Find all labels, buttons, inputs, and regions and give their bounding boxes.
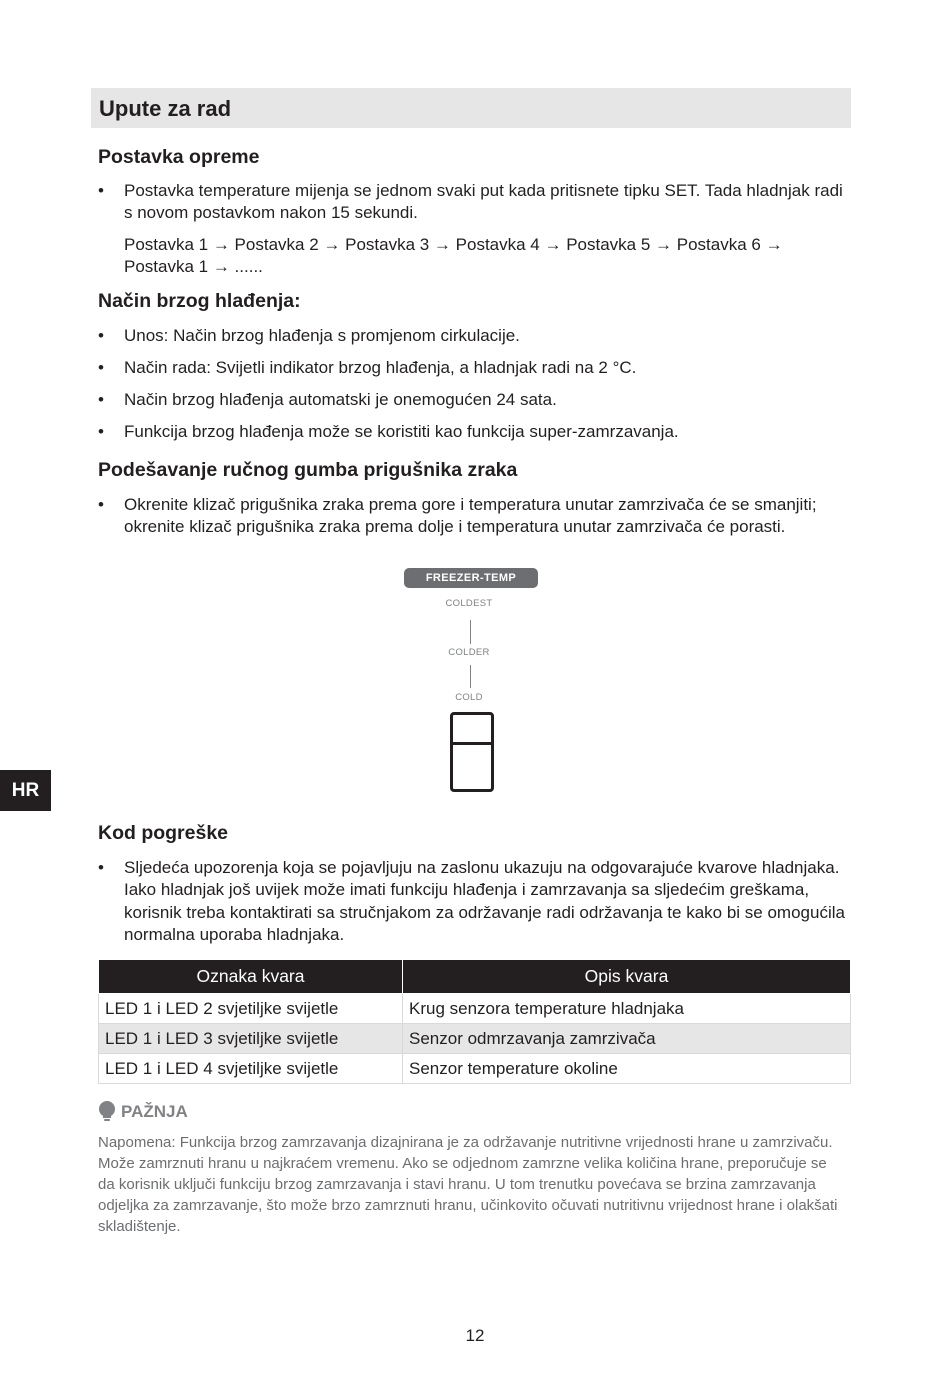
level-connector (470, 665, 471, 688)
table-header-row (99, 960, 851, 994)
table-cell: LED 1 i LED 2 svjetiljke svijetle (99, 994, 403, 1024)
settings-sequence: Postavka 1 → Postavka 2 → Postavka 3 → Postavka 4 → Postavka 5 → Postavka 6 → Postavka 1 → ...... (124, 235, 783, 276)
section-title: Upute za rad (99, 96, 232, 121)
fridge-icon (450, 712, 494, 792)
table-row (99, 1054, 851, 1084)
page-number: 12 (465, 1326, 485, 1345)
fridge-divider (453, 742, 491, 745)
table-cell: Senzor odmrzavanja zamrzivača (403, 1024, 851, 1054)
table-cell: LED 1 i LED 4 svjetiljke svijetle (99, 1054, 403, 1084)
table-cell: Senzor temperature okoline (403, 1054, 851, 1084)
error-table (98, 959, 851, 1084)
freezer-temp-label: FREEZER-TEMP (404, 568, 538, 588)
level-colder: COLDER (448, 647, 490, 658)
warning-note: Napomena: Funkcija brzog zamrzavanja dizajnirana je za održavanje nutritivne vrijednosti hrane u zamrzivaču. Može zamrznuti hranu u najkraćem vremenu. Ako se odjednom zamrzne velika količina hrane, preporučuje se da korisnik uključi funkciju brzog zamrzavanja i stavi hranu. U tom trenutku povećava se brzina zamrzavanja odjeljka za zamrzavanje, što može brzo zamrznuti hranu, učinkovito očuvati nutritivnu vrijednost hrane i olakšati skladištenje. (98, 1134, 838, 1235)
bullet-dot: • (98, 181, 104, 200)
level-connector (470, 620, 471, 644)
table-row (99, 1024, 851, 1054)
heading-damper: Podešavanje ručnog gumba prigušnika zraka (98, 459, 518, 481)
heading-brzo: Način brzog hlađenja: (98, 290, 301, 312)
lightbulb-icon (98, 1101, 118, 1122)
warning-heading (98, 1101, 188, 1122)
heading-postavka: Postavka opreme (98, 146, 260, 168)
heading-kod: Kod pogreške (98, 822, 229, 844)
warning-title: PAŽNJA (121, 1101, 188, 1121)
level-cold: COLD (455, 692, 483, 703)
table-cell: Krug senzora temperature hladnjaka (403, 994, 851, 1024)
section-header (91, 88, 851, 128)
table-cell: LED 1 i LED 3 svjetiljke svijetle (99, 1024, 403, 1054)
table-header: Oznaka kvara (99, 960, 403, 994)
language-tab: HR (0, 770, 51, 811)
bullet-text: Postavka temperature mijenja se jednom svaki put kada pritisnete tipku SET. Tada hladnjak radi s novom postavkom nakon 15 sekundi. (124, 181, 843, 222)
table-row (99, 994, 851, 1024)
table-header: Opis kvara (403, 960, 851, 994)
level-coldest: COLDEST (445, 598, 493, 609)
freezer-temp-diagram (400, 566, 542, 798)
